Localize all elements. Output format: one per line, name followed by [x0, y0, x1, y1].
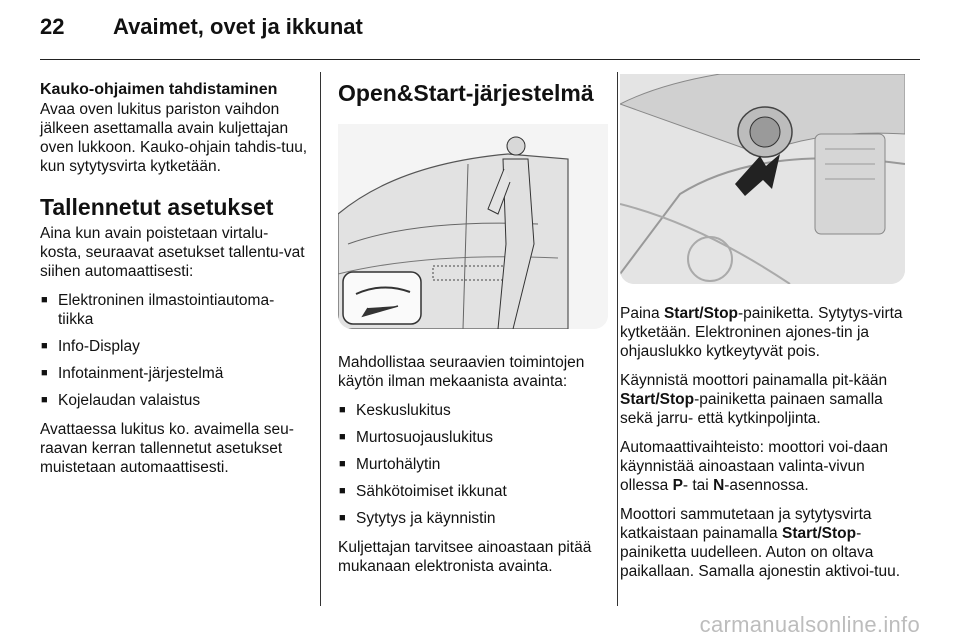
list-item: ■ Kojelaudan valaistus	[40, 391, 308, 410]
saved-settings-outro: Avattaessa lukitus ko. avaimella seu-raavan kerran tallennetut asetukset muistetaan automaattisesti.	[40, 421, 294, 476]
saved-settings-heading: Tallennetut asetukset	[40, 194, 274, 220]
start-stop-label: Start/Stop	[782, 525, 857, 542]
watermark: carmanualsonline.info	[699, 612, 920, 637]
open-start-intro: Mahdollistaa seuraavien toimintojen käytön ilman mekaanista avainta:	[338, 354, 585, 390]
list-item: ■ Elektroninen ilmastointiautoma-tiikka	[40, 291, 308, 329]
page-number: 22	[40, 14, 65, 39]
open-start-outro: Kuljettajan tarvitsee ainoastaan pitää mukanaan elektronista avainta.	[338, 539, 592, 575]
chapter-title: Avaimet, ovet ja ikkunat	[113, 14, 363, 39]
open-start-list	[338, 401, 608, 528]
list-item: ■ Sytytys ja käynnistin	[338, 509, 608, 528]
automatic-transmission-text: Automaattivaihteisto: moottori voi-daan käynnistää ainoastaan valinta-vivun ollessa P- tai N-asennossa.	[620, 439, 888, 494]
remote-sync-heading: Kauko-ohjaimen tahdistaminen	[40, 81, 278, 98]
start-stop-label: Start/Stop	[663, 305, 739, 322]
list-item: ■ Keskuslukitus	[338, 401, 608, 420]
column-divider	[320, 72, 321, 606]
list-item: ■ Infotainment-järjestelmä	[40, 364, 308, 383]
column-left	[40, 62, 308, 487]
column-divider	[617, 72, 618, 606]
saved-settings-intro: Aina kun avain poistetaan virtalu-kosta, seuraavat asetukset tallentu-vat siihen automaattisesti:	[40, 225, 305, 280]
stop-engine-text: Moottori sammutetaan ja sytytysvirta katkaistaan painamalla Start/Stop-painiketta uudelleen. Auton on oltava paikallaan. Samalla ajonestin aktivoi-tuu.	[620, 506, 901, 580]
list-item: ■ Murtosuojauslukitus	[338, 428, 608, 447]
column-middle	[338, 62, 608, 586]
list-item: ■ Murtohälytin	[338, 455, 608, 474]
saved-settings-list	[40, 291, 308, 410]
header-rule	[40, 59, 920, 60]
press-start-stop-text: Paina Start/Stop-painiketta. Sytytys-virta kytketään. Elektroninen ajones-tin ja ohjauslukko kytkeytyvät pois.	[620, 305, 903, 360]
start-stop-button-illustration	[620, 74, 905, 284]
remote-sync-text: Avaa oven lukitus pariston vaihdon jälkeen asettamalla avain kuljettajan oven lukkoon. Kauko-ohjain tahdis-tuu, kun sytytysvirta kytketään.	[40, 101, 308, 175]
open-start-heading: Open&Start-järjestelmä	[338, 80, 594, 106]
gear-n-label: N	[713, 477, 725, 494]
start-engine-text: Käynnistä moottori painamalla pit-kään Start/Stop-painiketta painaen samalla sekä jarru- että kytkinpoljinta.	[620, 372, 888, 427]
page-header	[40, 14, 920, 48]
list-item: ■ Info-Display	[40, 337, 308, 356]
column-right	[620, 62, 905, 591]
door-handle-illustration	[338, 124, 608, 329]
gear-p-label: P	[672, 477, 683, 494]
start-stop-label: Start/Stop	[620, 391, 695, 408]
list-item: ■ Sähkötoimiset ikkunat	[338, 482, 608, 501]
